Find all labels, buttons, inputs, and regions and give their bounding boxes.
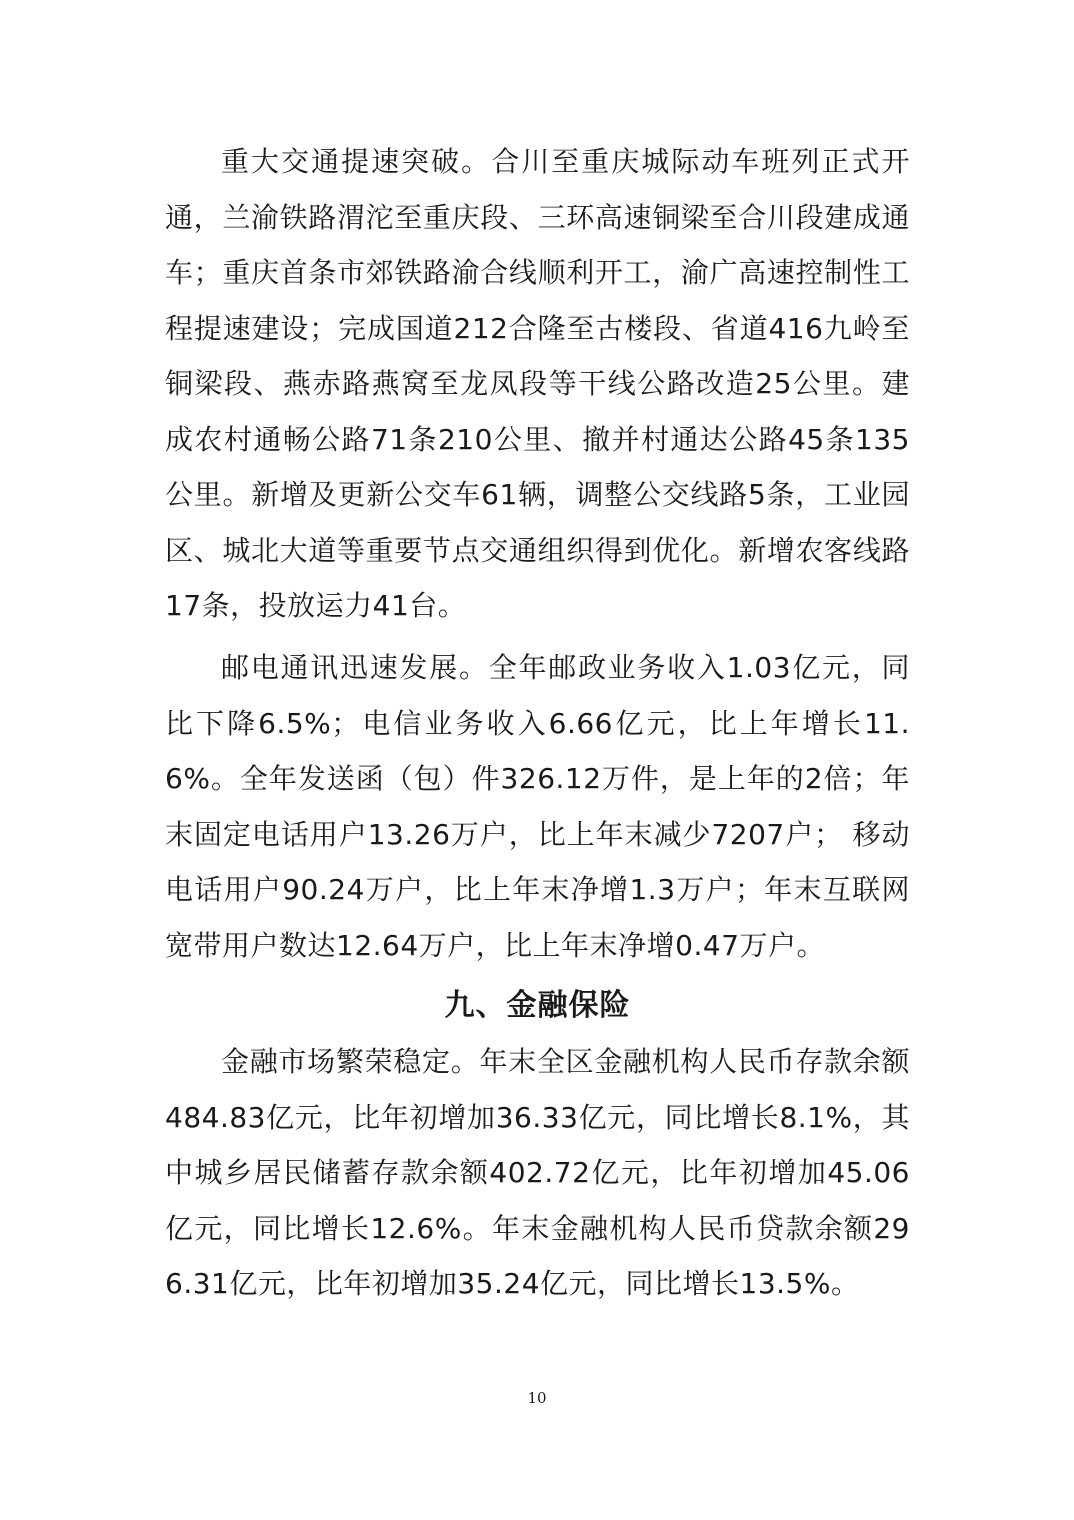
- paragraph-finance: 金融市场繁荣稳定。年末全区金融机构人民币存款余额484.83亿元，比年初增加36.33亿元，同比增长8.1%，其中城乡居民储蓄存款余额402.72亿元，比年初增加45.06亿元，同比增长12.6%。年末金融机构人民币贷款余额296.31亿元，比年初增加35.24亿元，同比增长13.5%。: [165, 1045, 910, 1300]
- paragraph-telecom: 邮电通讯迅速发展。全年邮政业务收入1.03亿元，同比下降6.5%；电信业务收入6.66亿元，比上年增长11.6%。全年发送函（包）件326.12万件，是上年的2倍；年末固定电话用户13.26万户，比上年末减少7207户； 移动电话用户90.24万户，比上年末净增1.3万户；年末互联网宽带用户数达12.64万户，比上年末净增0.47万户。: [165, 651, 910, 962]
- section-heading: 九、金融保险: [444, 988, 631, 1023]
- page-number: 10: [527, 1389, 547, 1407]
- paragraph-transport: 重大交通提速突破。合川至重庆城际动车班列正式开通，兰渝铁路渭沱至重庆段、三环高速铜梁至合川段建成通车；重庆首条市郊铁路渝合线顺利开工，渝广高速控制性工程提速建设；完成国道212合隆至古楼段、省道416九岭至铜梁段、燕赤路燕窝至龙凤段等干线公路改造25公里。建成农村通畅公路71条210公里、撤并村通达公路45条135公里。新增及更新公交车61辆，调整公交线路5条，工业园区、城北大道等重要节点交通组织得到优化。新增农客线路17条，投放运力41台。: [165, 145, 910, 622]
